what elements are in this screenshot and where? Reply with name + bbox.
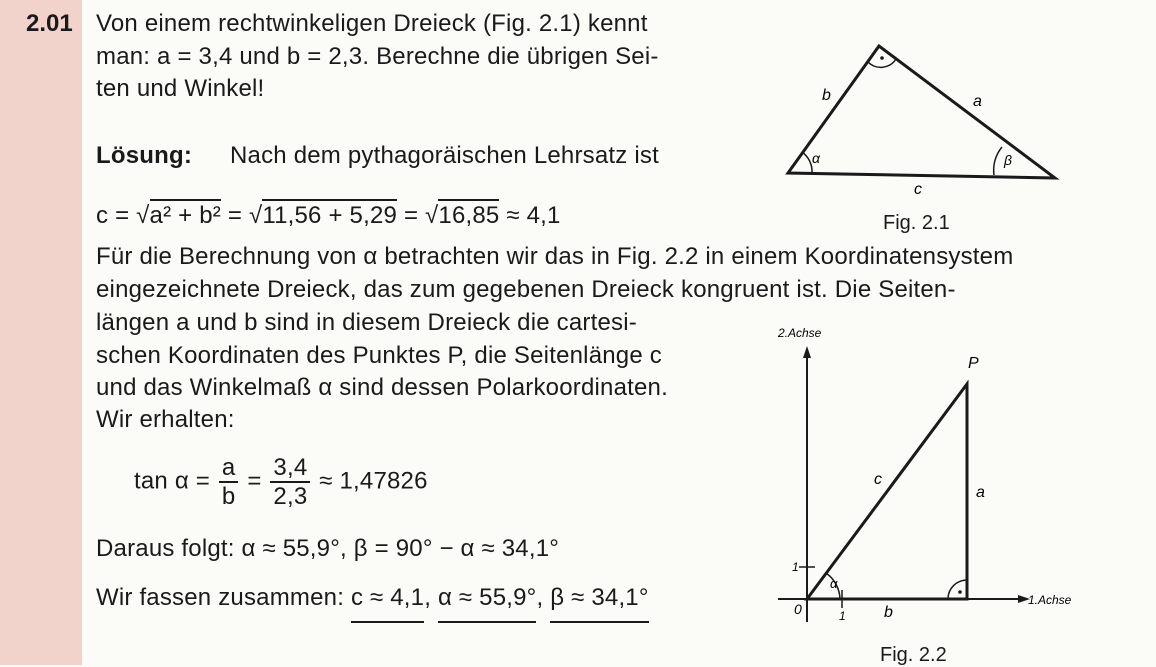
right-angle-arc (868, 59, 896, 67)
tan-lhs: tan α = (134, 467, 210, 495)
c-lhs: c = (96, 202, 130, 229)
c-equation (96, 200, 561, 232)
task-line-1: Von einem rechtwinkeligen Dreieck (Fig. 2.1) kennt (96, 10, 648, 37)
triangle-2-2 (807, 384, 967, 599)
fig1-label-beta: β (1004, 152, 1012, 168)
paragraph-line-1: Für die Berechnung von α betrachten wir das in Fig. 2.2 in einem Koordinatensystem (96, 243, 1014, 270)
fraction-a-over-b (219, 454, 239, 510)
sqrt-sign: √ (425, 202, 439, 229)
fig2-label-y-axis: 2.Achse (778, 326, 822, 340)
equals-1: = (227, 202, 243, 229)
tan-equation (134, 454, 428, 510)
paragraph-line-3: längen a und b sind in diesem Dreieck die cartesi- (96, 309, 637, 336)
fraction-numerator: 3,4 (270, 454, 310, 483)
sqrt-sign: √ (136, 202, 150, 229)
summary-c: c ≈ 4,1 (351, 582, 424, 623)
fig1-label-b: b (822, 87, 831, 104)
tan-equals: = (247, 467, 262, 495)
fraction-denominator: b (221, 483, 236, 510)
fig2-tick-y-label: 1 (792, 560, 799, 574)
fig1-label-a: a (973, 93, 982, 110)
fraction-values (270, 454, 310, 510)
fig1-label-c: c (914, 181, 922, 198)
fig2-label-alpha: α (830, 576, 838, 591)
c-result: ≈ 4,1 (506, 202, 561, 229)
fig1-label-alpha: α (812, 150, 820, 166)
right-angle-dot (880, 56, 884, 60)
fraction-numerator: a (219, 454, 239, 483)
fig2-label-c: c (874, 471, 882, 488)
figure-2-1 (780, 38, 1070, 198)
fig2-caption: Fig. 2.2 (880, 644, 947, 666)
right-angle-arc-2 (948, 580, 967, 599)
exercise-number: 2.01 (26, 10, 73, 37)
fraction-denominator: 2,3 (273, 483, 308, 510)
task-line-3: ten und Winkel! (96, 75, 265, 102)
paragraph-line-4: schen Koordinaten des Punktes P, die Seitenlänge c (96, 342, 662, 369)
conclusion: Daraus folgt: α ≈ 55,9°, β = 90° − α ≈ 34,1° (96, 535, 560, 562)
y-axis-arrow (803, 346, 811, 358)
sqrt-sign: √ (248, 202, 263, 229)
summary-label: Wir fassen zusammen: (96, 584, 345, 611)
summary: Wir fassen zusammen: c ≈ 4,1, α ≈ 55,9°, β ≈ 34,1° (96, 582, 649, 623)
margin-strip (0, 0, 82, 665)
summary-beta: β ≈ 34,1° (550, 582, 648, 623)
tan-result: ≈ 1,47826 (319, 467, 428, 495)
summary-alpha: α ≈ 55,9° (438, 582, 537, 623)
paragraph-line-2: eingezeichnete Dreieck, das zum gegebenen Dreieck kongruent ist. Die Seiten- (96, 276, 956, 303)
fig2-label-P: P (968, 355, 979, 372)
paragraph-line-5: und das Winkelmaß α sind dessen Polarkoordinaten. (96, 374, 668, 401)
right-angle-dot-2 (958, 590, 962, 594)
radicand-3: 16,85 (438, 199, 499, 229)
solution-intro: Nach dem pythagoräischen Lehrsatz ist (230, 142, 659, 169)
fig2-label-origin: 0 (794, 601, 802, 617)
fig2-label-x-axis: 1.Achse (1028, 593, 1072, 607)
triangle-2-1 (788, 46, 1055, 178)
figure-2-2 (770, 322, 1090, 640)
paragraph-line-6: Wir erhalten: (96, 406, 235, 433)
task-line-2: man: a = 3,4 und b = 2,3. Berechne die übrigen Sei- (96, 43, 659, 70)
radicand-1: a² + b² (150, 199, 221, 229)
beta-arc (994, 147, 1002, 175)
fig1-caption: Fig. 2.1 (883, 212, 950, 234)
fig2-tick-x-label: 1 (839, 609, 846, 623)
fig2-label-b: b (884, 604, 893, 621)
fig2-label-a: a (976, 484, 985, 501)
alpha-arc (802, 152, 812, 173)
radicand-2: 11,56 + 5,29 (262, 199, 397, 229)
solution-label: Lösung: (96, 142, 193, 169)
equals-2: = (403, 202, 419, 229)
